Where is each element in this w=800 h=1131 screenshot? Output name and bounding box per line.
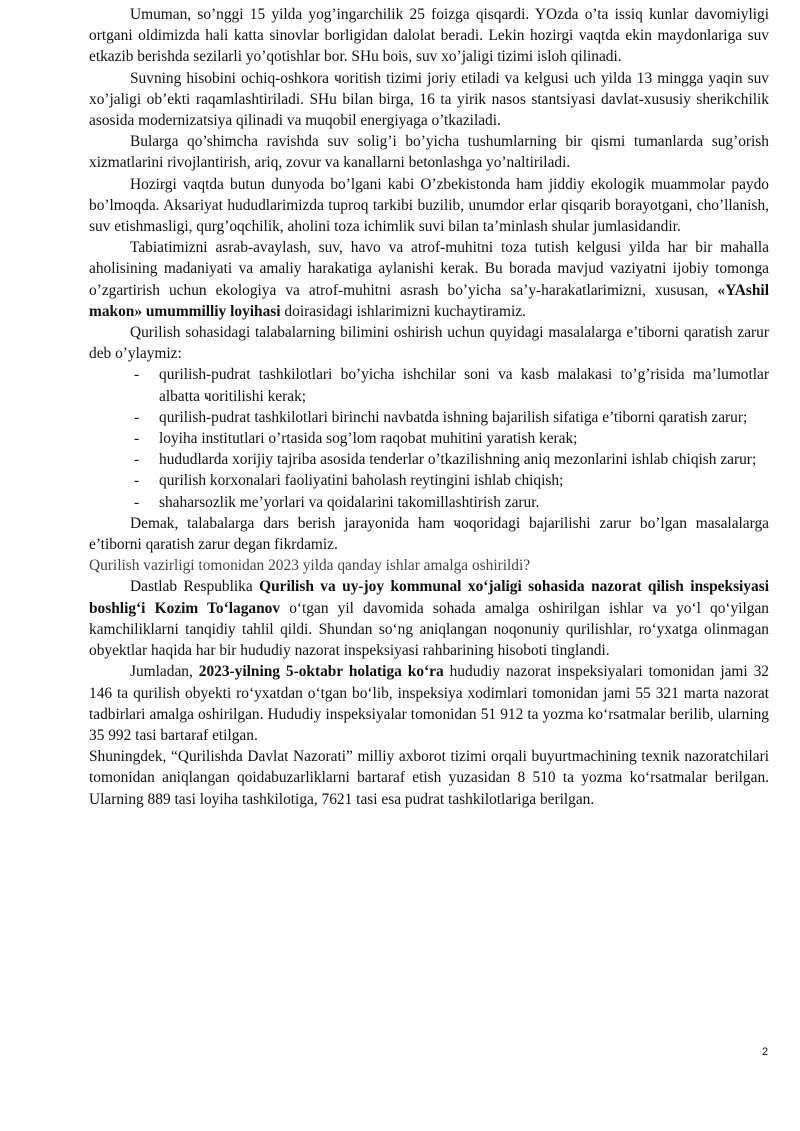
list-dash: - xyxy=(134,472,140,490)
list-item xyxy=(89,407,769,428)
document-page xyxy=(89,4,769,810)
paragraph-inspection-text-a: Dastlab Respublika xyxy=(130,578,260,596)
section-heading: Qurilish vazirligi tomonidan 2023 yilda qanday ishlar amalga oshirildi? xyxy=(89,557,531,575)
paragraph-statistics-text-a: Jumladan, xyxy=(130,663,199,681)
list-item-text: hududlarda xorijiy tajriba asosida tenderlar o’tkazilishning aniq mezonlarini ishlab chiqish zarur; xyxy=(159,451,757,469)
list-item-text: qurilish-pudrat tashkilotlari bo’yicha ishchilar soni va kasb malakasi to’g’risida ma’lumotlar albatta ҹoritilishi kerak; xyxy=(159,366,769,405)
list-dash: - xyxy=(134,408,140,426)
paragraph-statistics xyxy=(89,661,769,746)
paragraph-conclusion: Demak, talabalarga dars berish jarayonida ham ҹoqoridagi bajarilishi zarur bo’lgan masalalarga e’tiborni qaratish zarur degan fikrdamiz. xyxy=(89,514,769,554)
paragraph-information-system: Shuningdek, “Qurilishda Davlat Nazorati” milliy axborot tizimi orqali buyurtmachining texnik nazoratchilari tomonidan aniqlangan qoidabuzarliklarni bartaraf etish yuzasidan 8 510 ta yozma ko‘rsatmalar berilgan. Ularning 889 tasi loyiha tashkilotiga, 7621 tasi esa pudrat tashkilotlariga berilgan. xyxy=(89,748,769,808)
list-item-text: loyiha institutlari o’rtasida sog’lom raqobat muhitini yaratish kerak; xyxy=(159,430,578,448)
page-number: 2 xyxy=(762,1046,769,1058)
list-item xyxy=(89,364,769,406)
list-dash: - xyxy=(134,451,140,469)
list-item xyxy=(89,492,769,513)
list-dash: - xyxy=(134,366,140,384)
paragraph-inspection-text-b: o‘tgan yil davomida sohada amalga oshirilgan ishlar va yo‘l qo‘yilgan kamchiliklarni tanqidiy tahlil qildi. Shundan so‘ng aniqlangan noqonuniy qurilishlar, ro‘yxatga olinmagan obyektlar haqida har bir hududiy nazorat inspeksiyasi rahbarining hisoboti tinglandi. xyxy=(89,599,769,660)
paragraph-ecology: Hozirgi vaqtda butun dunyoda bo’lgani kabi O’zbekistonda ham jiddiy ekologik muammolar paydo bo’lmoqda. Aksariyat hududlarimizda tuproq tarkibi buzilib, unumdor erlar qisqarib borayotgani, cho’llanish, suv etishmasligi, qurg’oqchilik, aholini toza ichimlik suvi bilan ta’minlash shular jumlasidandir. xyxy=(89,175,769,236)
paragraph-statistics-text-b: hududiy nazorat inspeksiyalari tomonidan jami 32 146 ta qurilish obyekti ro‘yxatdan o‘tgan bo‘lib, inspeksiya xodimlari tomonidan jami 55 321 marta nazorat tadbirlari amalga oshirilgan. Hududiy inspeksiyalar tomonidan 51 912 ta yozma ko‘rsatmalar berilib, ularning 35 992 tasi bartaraf etilgan. xyxy=(89,663,769,744)
recommendations-list xyxy=(89,364,769,512)
paragraph-inspection-head xyxy=(89,576,769,661)
green-space-project-name: «YAshil makon» umummilliy loyihasi xyxy=(89,281,769,320)
paragraph-water-accounting: Suvning hisobini ochiq-oshkora ҹoritish tizimi joriy etiladi va kelgusi uch yilda 13 mingga yaqin suv xo’jaligi ob’ekti raqamlashtiriladi. SHu bilan birga, 16 ta yirik nasos stantsiyasi davlat-xususiy sherikchilik asosida modernizatsiya qilinadi va muqobil energiyaga o’tkaziladi. xyxy=(89,69,769,130)
paragraph-students-intro: Qurilish sohasidagi talabalarning bilimini oshirish uchun quyidagi masalalarga e’tiborni qaratish zarur deb o’ylaymiz: xyxy=(89,324,769,363)
list-item xyxy=(89,470,769,491)
list-item xyxy=(89,428,769,449)
list-dash: - xyxy=(134,430,140,448)
paragraph-water-tax: Bularga qo’shimcha ravishda suv solig’i bo’yicha tushumlarning bir qismi tumanlarda sug’orish xizmatlarini rivojlantirish, ariq, zovur va kanallarni betonlashga yo’naltiriladi. xyxy=(89,133,769,172)
list-item-text: qurilish-pudrat tashkilotlari birinchi navbatda ishning bajarilish sifatiga e’tiborni qaratish zarur; xyxy=(159,408,748,426)
paragraph-green-space-text-a: Tabiatimizni asrab-avaylash, suv, havo va atrof-muhitni toza tutish kelgusi yilda har bir mahalla aholisining madaniyati va amaliy harakatiga aylanishi kerak. Bu borada mavjud vaziyatni ijobiy tomonga o’zgartirish uchun ekologiya va atrof-muhitni asrash bo’yicha sa’y-harakatlarimizni, xususan, xyxy=(89,239,769,299)
list-item xyxy=(89,449,769,470)
statistics-date: 2023-yilning 5-oktabr holatiga ko‘ra xyxy=(198,663,444,681)
paragraph-rainfall: Umuman, so’nggi 15 yilda yog’ingarchilik 25 foizga qisqardi. YOzda o’ta issiq kunlar davomiyligi ortgani oldimizda hali katta sinovlar borligidan dalolat beradi. Lekin hozirgi vaqtda ekin maydonlariga suv etkazib berishda sezilarli yo’qotishlar bor. SHu bois, suv xo’jaligi tizimi isloh qilinadi. xyxy=(89,6,769,66)
paragraph-green-space xyxy=(89,237,769,322)
list-dash: - xyxy=(134,493,140,511)
inspection-head-name: Qurilish va uy-joy kommunal xo‘jaligi sohasida nazorat qilish inspeksiyasi boshlig‘i Kozim To‘laganov xyxy=(89,578,769,617)
list-item-text: qurilish korxonalari faoliyatini baholash reytingini ishlab chiqish; xyxy=(159,472,564,490)
list-item-text: shaharsozlik me’yorlari va qoidalarini takomillashtirish zarur. xyxy=(159,493,540,511)
paragraph-green-space-text-b: doirasidagi ishlarimizni kuchaytiramiz. xyxy=(280,302,526,320)
